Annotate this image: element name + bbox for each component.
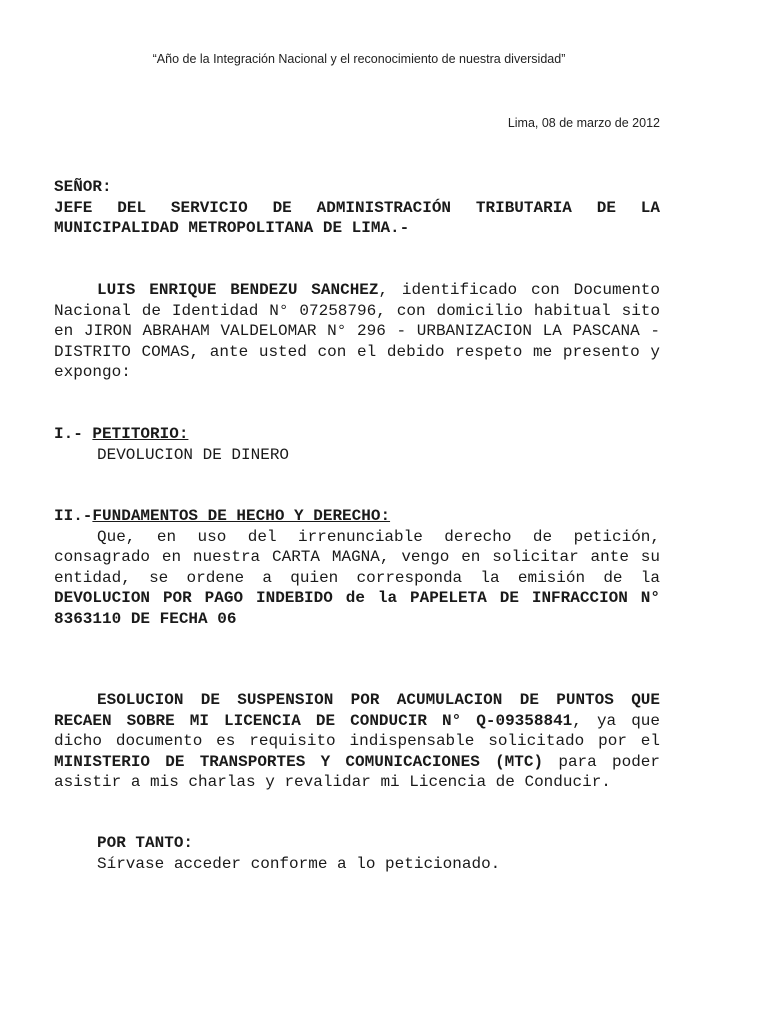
section-petitorio xyxy=(54,424,660,465)
section-fundamentos xyxy=(54,506,660,630)
intro-text: , identificado con Documento Nacional de Identidad N° 07258796, con domicilio habitual sito en JIRON ABRAHAM VALDELOMAR N° 296 - URBANIZACION LA PASCANA - DISTRITO COMAS, ante usted con el debido respeto me presento y expongo: xyxy=(54,281,660,382)
section1-heading: PETITORIO: xyxy=(92,425,189,443)
section2-heading: FUNDAMENTOS DE HECHO Y DERECHO: xyxy=(92,507,391,525)
header-motto: “Año de la Integración Nacional y el reconocimiento de nuestra diversidad” xyxy=(152,52,566,66)
section2-number: II.- xyxy=(54,507,93,525)
closing-text: Sírvase acceder conforme a lo peticionado. xyxy=(97,854,501,873)
section2-paragraph1: Que, en uso del irrenunciable derecho de petición, consagrado en nuestra CARTA MAGNA, vengo en solicitar ante su entidad, se ordene a quien corresponda la emisión de la DEVOLUCION POR PAGO INDEBIDO de la PAPELETA DE INFRACCION N° 8363110 DE FECHA 06 xyxy=(54,527,660,628)
date-line: Lima, 08 de marzo de 2012 xyxy=(507,116,660,130)
addressee-title: JEFE DEL SERVICIO DE ADMINISTRACIÓN TRIBUTARIA DE LA MUNICIPALIDAD METROPOLITANA DE LIMA.- xyxy=(54,198,660,238)
closing-heading: POR TANTO: xyxy=(97,834,194,852)
addressee-block xyxy=(54,177,660,239)
section2-paragraph2: ESOLUCION DE SUSPENSION POR ACUMULACION DE PUNTOS QUE RECAEN SOBRE MI LICENCIA DE CONDUCIR N° Q-09358841, ya que dicho documento es requisito indispensable solicitado por el MINISTERIO DE TRANSPORTES Y COMUNICACIONES (MTC) para poder asistir a mis charlas y revalidar mi Licencia de Conducir. xyxy=(54,691,661,792)
closing-block xyxy=(54,833,660,874)
intro-paragraph xyxy=(54,280,660,383)
section1-number: I.- xyxy=(54,425,93,443)
salutation: SEÑOR: xyxy=(54,178,112,196)
petitioner-name: LUIS ENRIQUE BENDEZU SANCHEZ xyxy=(97,281,379,299)
section1-content: DEVOLUCION DE DINERO xyxy=(97,445,290,464)
